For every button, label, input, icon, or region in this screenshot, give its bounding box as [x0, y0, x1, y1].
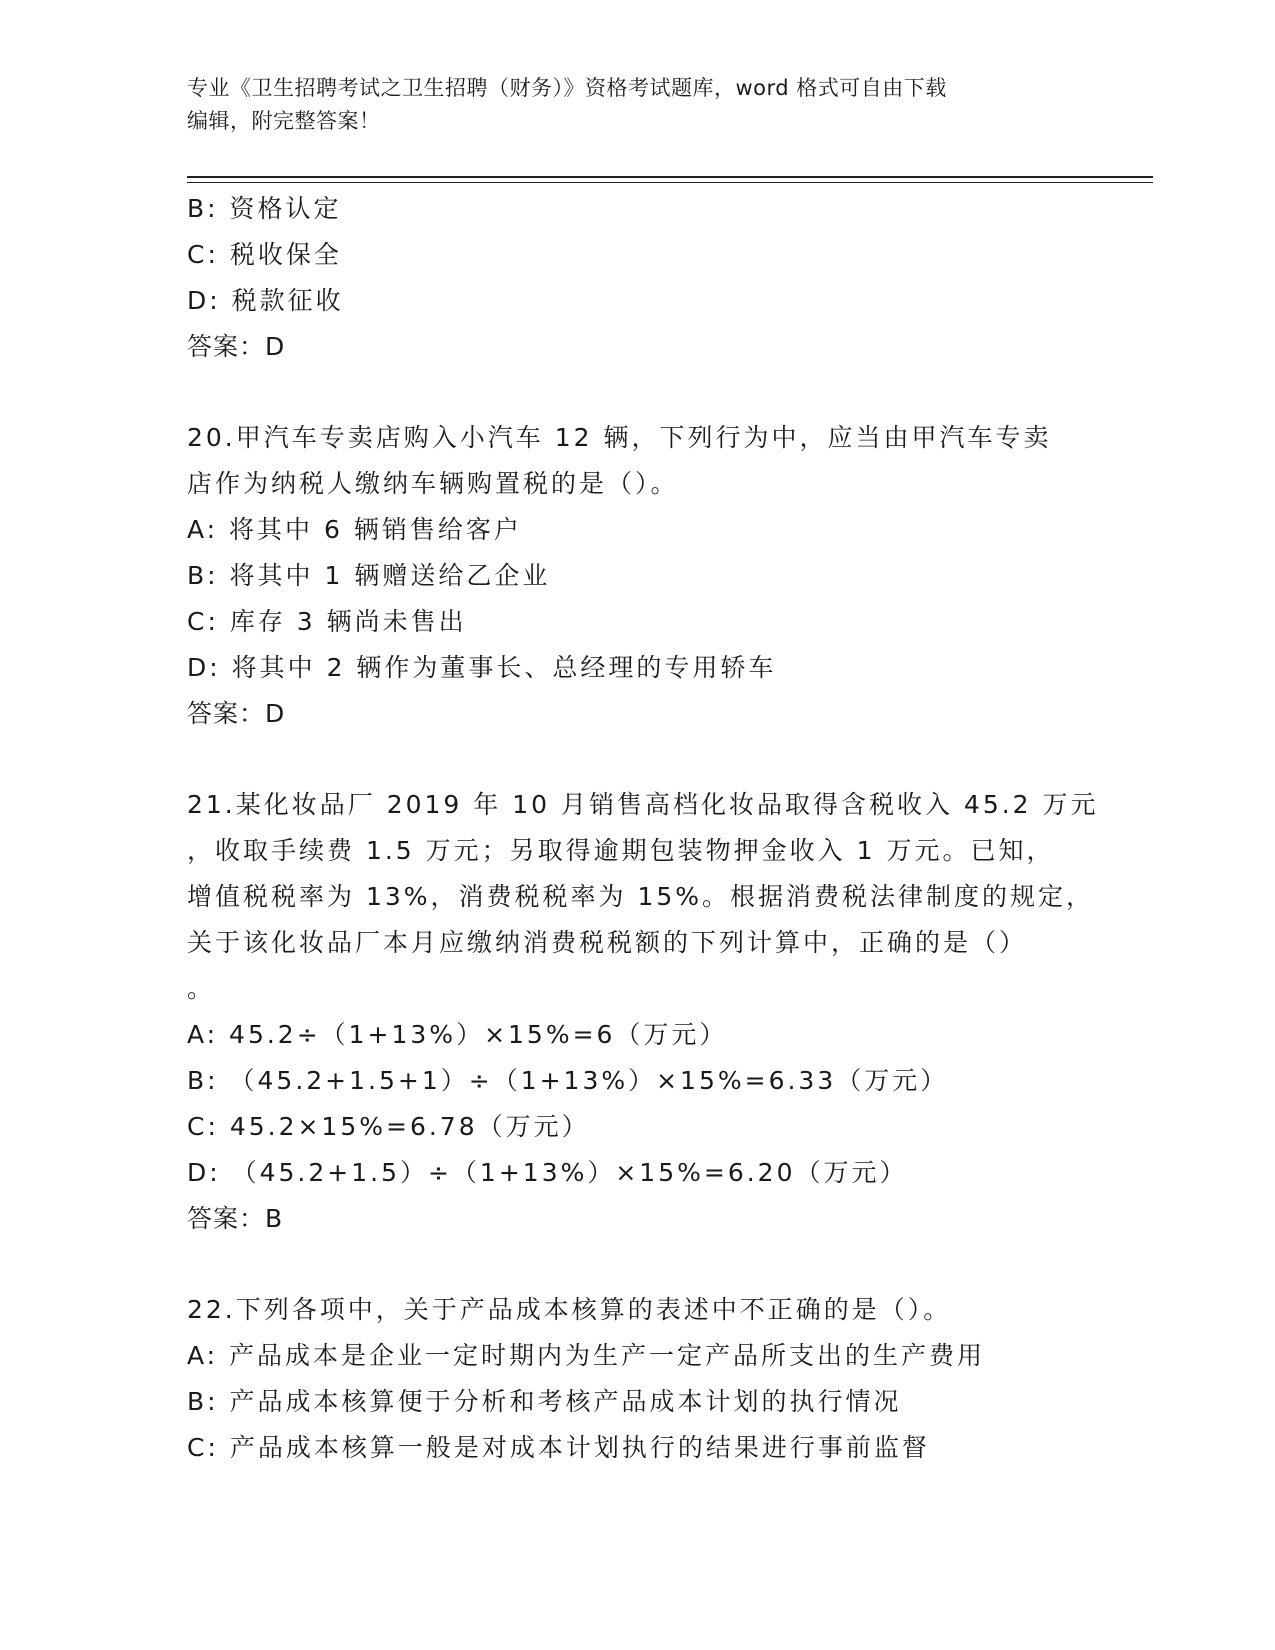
option-c: C: 税收保全 — [187, 240, 342, 269]
question-21 — [187, 782, 1099, 1242]
question-22 — [187, 1287, 1067, 1471]
question-text-line: 增值税税率为 13%，消费税税率为 15%。根据消费税法律制度的规定， — [187, 882, 1095, 911]
option-c: C: 45.2×15%=6.78（万元） — [187, 1112, 590, 1141]
option-a: A: 产品成本是企业一定时期内为生产一定产品所支出的生产费用 — [187, 1341, 986, 1370]
answer-line: 答案：D — [187, 699, 286, 728]
question-text-line: ，收取手续费 1.5 万元；另取得逾期包装物押金收入 1 万元。已知， — [187, 836, 1055, 865]
option-d: D: 将其中 2 辆作为董事长、总经理的专用轿车 — [187, 653, 777, 682]
option-b: B: 将其中 1 辆赠送给乙企业 — [187, 561, 551, 590]
option-c: C: 产品成本核算一般是对成本计划执行的结果进行事前监督 — [187, 1433, 930, 1462]
question-list — [187, 186, 1099, 1471]
document-header — [187, 72, 1087, 138]
question-19-continuation — [187, 186, 1067, 370]
header-line-2: 编辑，附完整答案！ — [187, 109, 381, 133]
option-d: D: （45.2+1.5）÷（1+13%）×15%=6.20（万元） — [187, 1158, 908, 1187]
option-a: A: 将其中 6 辆销售给客户 — [187, 515, 522, 544]
question-20 — [187, 415, 1067, 737]
question-text-line: 关于该化妆品厂本月应缴纳消费税税额的下列计算中，正确的是（） — [187, 928, 1028, 957]
spacer — [187, 1242, 1067, 1287]
header-divider-thin — [187, 182, 1153, 183]
header-line-1: 专业《卫生招聘考试之卫生招聘（财务）》资格考试题库，word 格式可自由下载 — [187, 76, 947, 100]
question-text-line: 21.某化妆品厂 2019 年 10 月销售高档化妆品取得含税收入 45.2 万元 — [187, 790, 1099, 819]
question-text-line: 。 — [187, 974, 216, 1003]
answer-line: 答案：D — [187, 332, 286, 361]
question-text-line: 20.甲汽车专卖店购入小汽车 12 辆，下列行为中，应当由甲汽车专卖 — [187, 423, 1052, 452]
question-text-line: 店作为纳税人缴纳车辆购置税的是（）。 — [187, 469, 679, 498]
option-b: B: 资格认定 — [187, 194, 342, 223]
answer-line: 答案：B — [187, 1204, 284, 1233]
option-a: A: 45.2÷（1+13%）×15%=6（万元） — [187, 1020, 728, 1049]
spacer — [187, 370, 1067, 415]
option-d: D: 税款征收 — [187, 286, 344, 315]
option-c: C: 库存 3 辆尚未售出 — [187, 607, 467, 636]
header-divider-thick — [187, 176, 1153, 178]
question-text-line: 22.下列各项中，关于产品成本核算的表述中不正确的是（）。 — [187, 1295, 952, 1324]
spacer — [187, 737, 1067, 782]
option-b: B: （45.2+1.5+1）÷（1+13%）×15%=6.33（万元） — [187, 1066, 949, 1095]
option-b: B: 产品成本核算便于分析和考核产品成本计划的执行情况 — [187, 1387, 902, 1416]
